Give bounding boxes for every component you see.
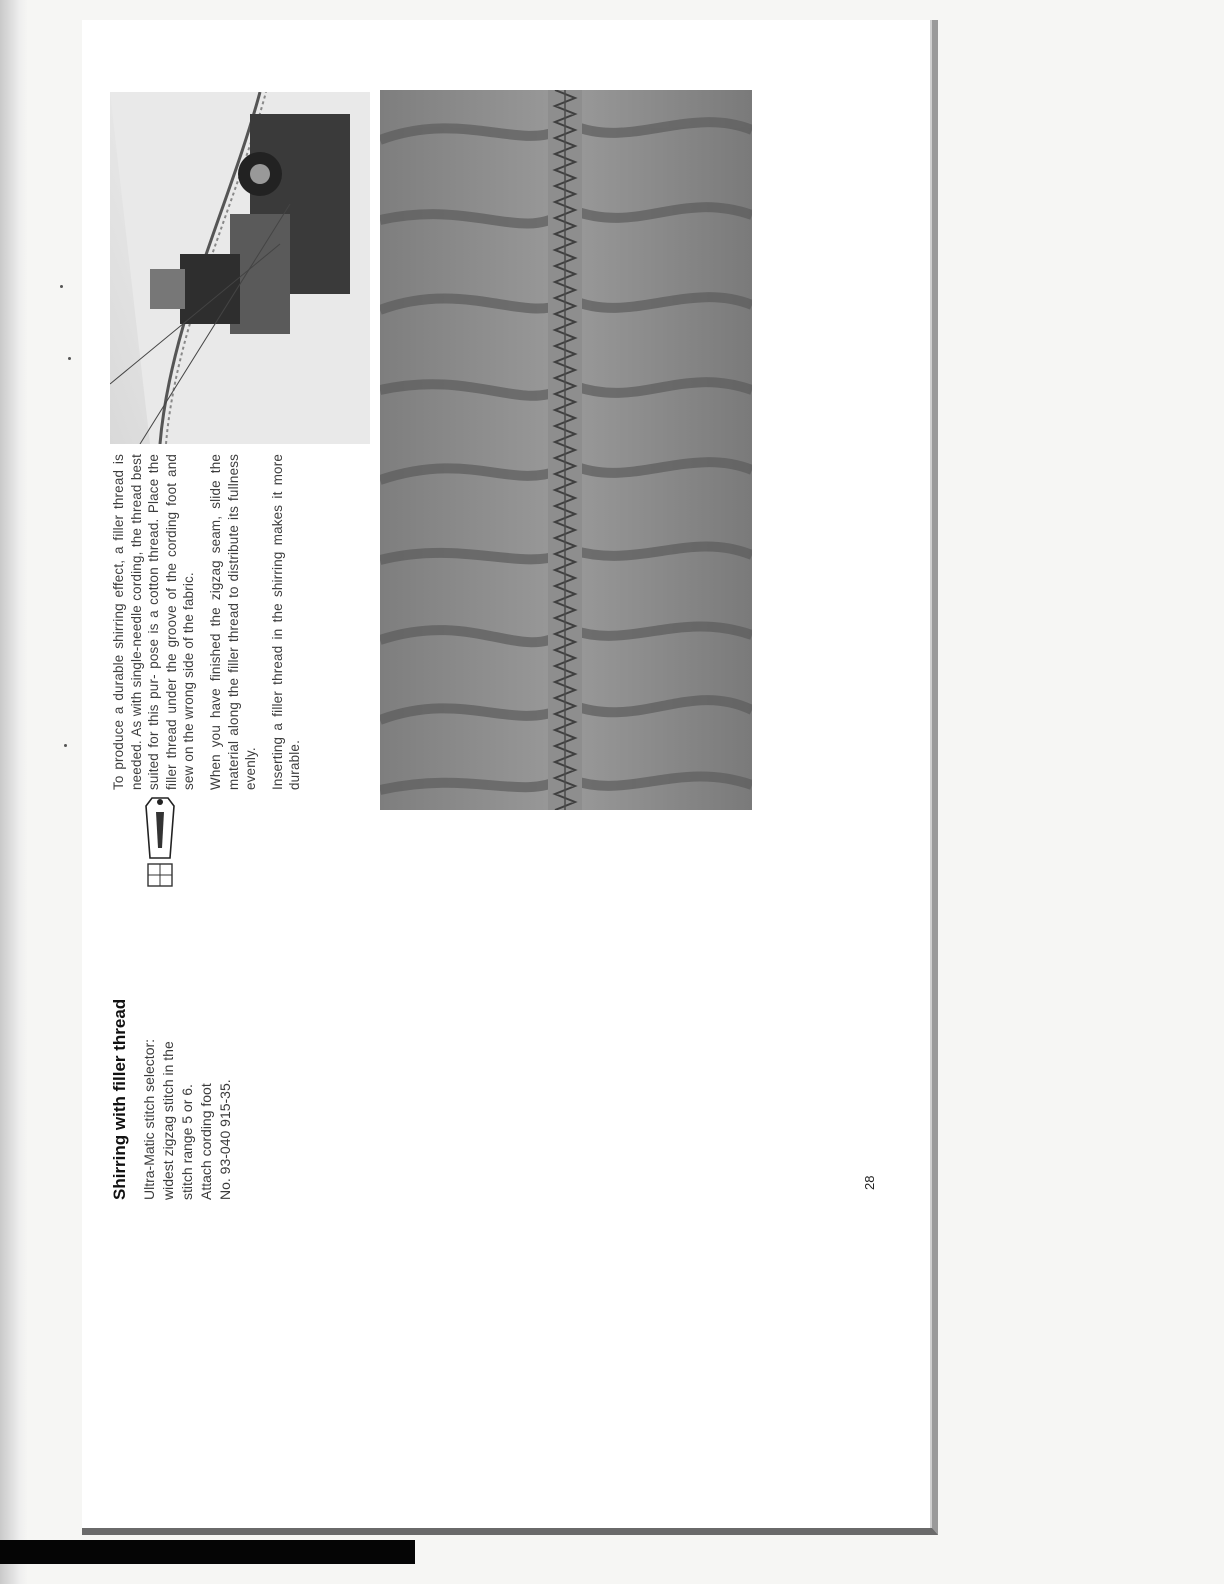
scan-speck [60,285,63,288]
sewing-foot-photo [110,92,370,444]
instruction-paragraph [110,454,198,790]
section-intro [110,900,235,1200]
cording-foot-icon [140,792,180,888]
text-line: When you have finished the zigzag seam, [207,515,223,790]
text-line: thread is needed. As with single-needle [111,454,144,790]
text-line: thread under the groove of the cording foot [163,482,179,759]
setup-line: Ultra-Matic stitch selector: [141,1038,157,1200]
text-line: pose is a cotton thread. Place the filler [146,453,179,790]
setup-line: widest zigzag stitch in the [160,1041,176,1200]
instruction-paragraph [207,454,260,790]
setup-line: Attach cording foot [198,1083,214,1200]
instruction-paragraph [269,454,304,790]
page-number: 28 [862,1175,877,1190]
setup-line: stitch range 5 or 6. [179,1084,195,1200]
scan-bottom-bar [0,1540,415,1564]
text-line: cording, the thread best suited for this pur- [128,454,162,790]
instructions [110,454,313,790]
section-heading: Shirring with filler thread [110,998,129,1200]
shirring-sample-photo [380,90,752,810]
text-line: it more durable. [269,453,303,790]
shirred-fabric-illustration [380,90,752,810]
rotated-page-content [110,80,877,1200]
scan-speck [68,357,71,360]
scan-edge-shadow [0,0,28,1584]
text-line: slide the material along the filler thread to [207,454,241,790]
sewing-foot-illustration [110,92,370,444]
text-line: Inserting a filler thread in the shirring makes [269,504,285,790]
text-line: To produce a durable shirring effect, a filler [111,514,126,790]
text-line: distribute its fullness evenly. [225,453,259,790]
scan-speck [64,744,67,747]
setup-line: No. 93-040 915-35. [217,1079,233,1200]
text-line: and sew on the wrong side of the fabric. [163,454,197,790]
